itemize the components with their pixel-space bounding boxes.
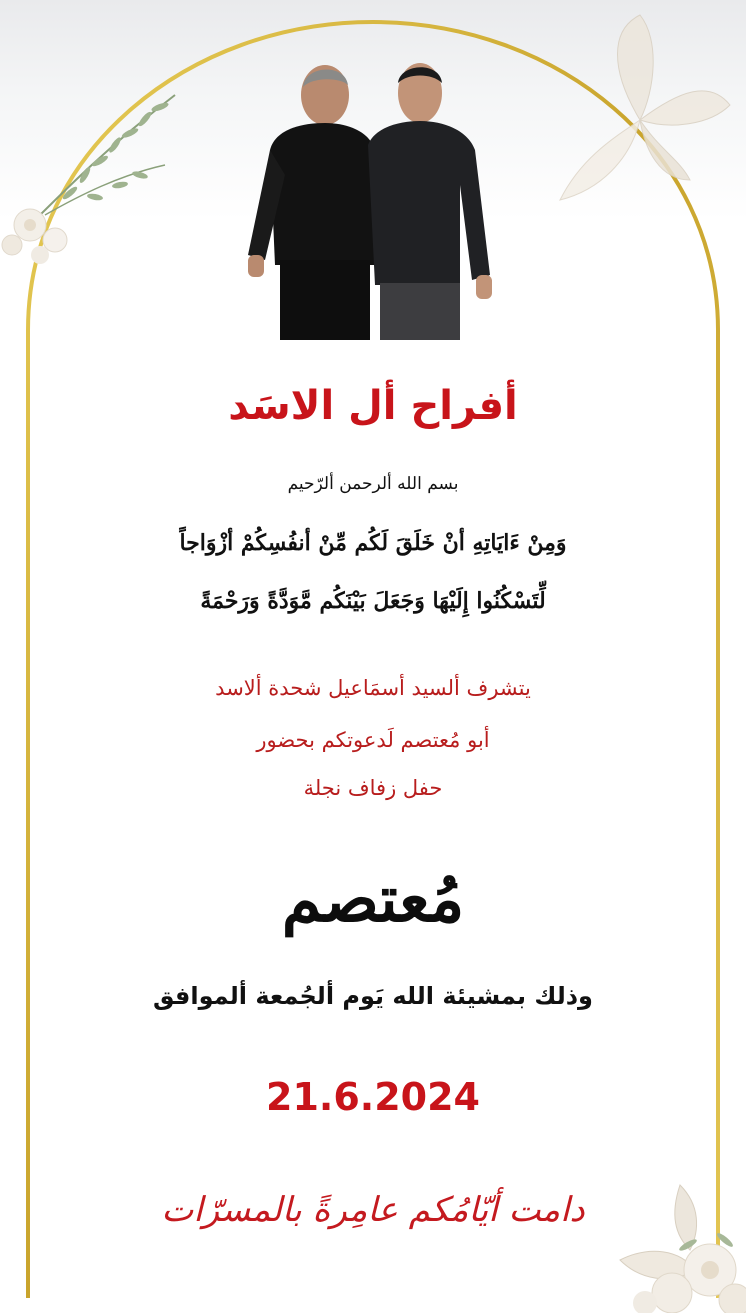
groom-name: مُعتصم — [281, 862, 465, 937]
wedding-date: 21.6.2024 — [266, 1075, 480, 1119]
quran-verse-line-1: وَمِنْ ءَايَاتِهِ أنْ خَلَقَ لَكُم مِّنْ أنفُسِكُمْ أزْوَاجاً — [179, 530, 567, 556]
host-line-3: حفل زفاف نجلة — [303, 776, 443, 800]
basmala-line: بسم الله ألرحمن ألرّحيم — [287, 474, 459, 494]
butterfly-icon — [540, 10, 740, 220]
two-men-photo — [240, 55, 510, 340]
host-line-2: أبو مُعتصم لَدعوتكم بحضور — [256, 728, 490, 752]
host-line-1: يتشرف ألسيد أسمَاعيل شحدة ألاسد — [215, 676, 531, 700]
occasion-line: وذلك بمشيئة الله يَوم ألجُمعة ألموافق — [153, 982, 593, 1010]
flower-branch-icon — [0, 75, 190, 275]
closing-blessing: دامت أيّامُكم عامِرةً بالمسرّات — [161, 1190, 585, 1230]
quran-verse-line-2: لِّتَسْكُنُوا إِلَيْهَا وَجَعَلَ بَيْنَكُم مَّوَدَّةً وَرَحْمَةً — [200, 588, 546, 614]
invitation-title: أفراح أل الاسَد — [228, 383, 518, 429]
flower-bouquet-icon — [560, 1175, 746, 1313]
